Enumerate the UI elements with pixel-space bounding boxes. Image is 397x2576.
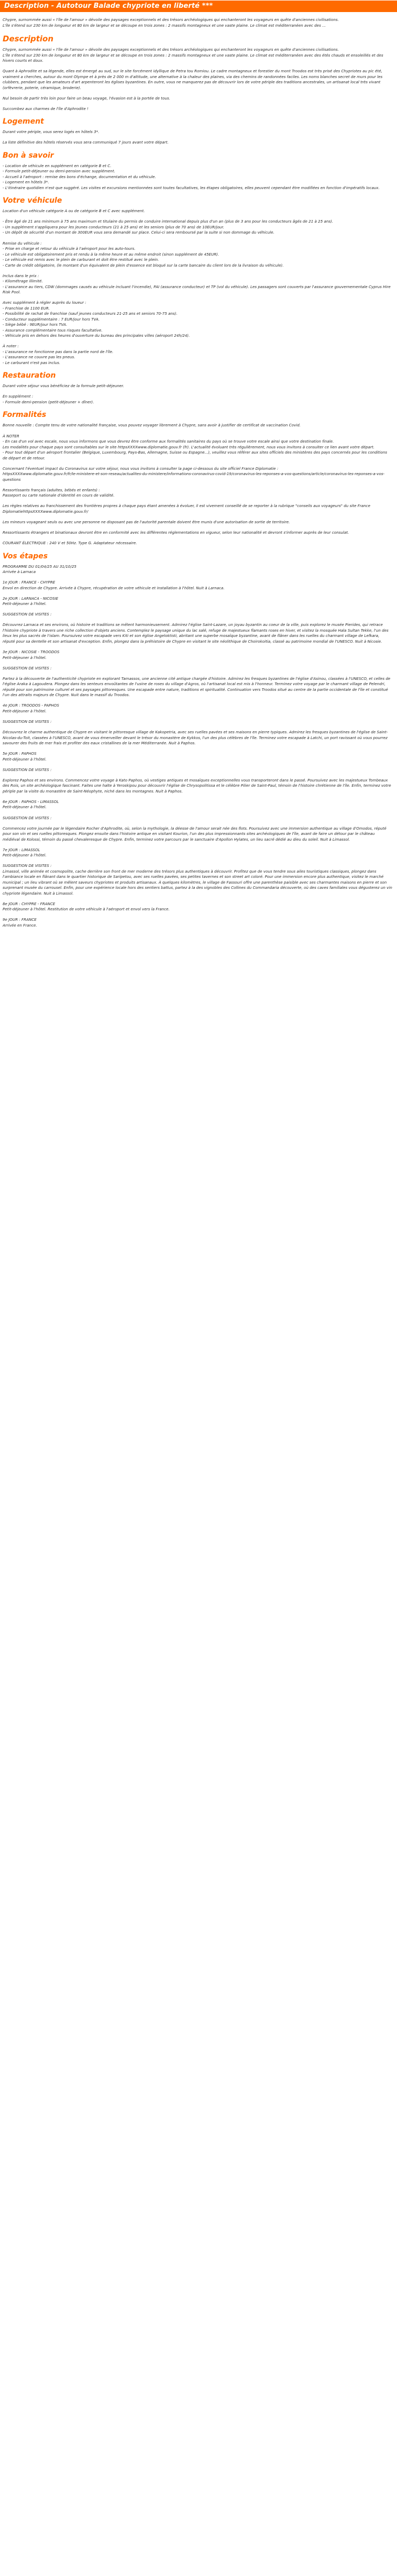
restauration-paragraph: En supplément : - Formule demi-pension (petit-déjeuner + dîner). <box>3 394 94 404</box>
formalites-paragraph: Les mineurs voyageant seuls ou avec une personne ne disposant pas de l'autorité parentale doivent être munis d'une autorisation de sortie de territoire. <box>3 519 290 524</box>
vehicule-paragraph: À noter : - L'assurance ne fonctionne pas dans la partie nord de l'île. - L'assurance ne couvre pas les pneus. - Le carburant n'est pas inclus. <box>3 344 114 365</box>
bon-a-savoir-paragraph: - Location de véhicule en supplément en catégorie B et C. - Formule petit-déjeuner ou demi-pension avec supplément. - Accueil à l'aéroport : remise des bons d'échange, documentation et du véhicule. - Logement en hôtels 3*. - L'itinéraire quotidien n'est que suggéré. Les visites et excursions mentionnées sont toutes facultatives, les étapes obligatoires, elles peuvent cependant être modifiées en fonction d'impératifs locaux. <box>3 163 380 190</box>
formalites-paragraph: Bonne nouvelle : Compte tenu de votre nationalité française, vous pouvez voyager librement à Chypre, sans avoir à justifier de certificat de vaccination Covid. <box>3 423 301 428</box>
itinerary-paragraph: 1e JOUR : FRANCE - CHYPRE Envol en direction de Chypre. Arrivée à Chypre, récupération de votre véhicule et installation à l'hôtel. Nuit à Larnaca. <box>3 580 225 590</box>
itinerary-paragraph: Découvrez le charme authentique de Chypre en visitant le pittoresque village de Kakopetria, avec ses ruelles pavées et ses maisons en pierre typiques. Admirez les fresques byzantines de l'église de Saint-Nicolas-du-Toit, classées à l'UNESCO, avant de vous émerveiller devant le trésor du monastère de Kykkos, l'un des plus célèbres de l'île. Terminez votre escapade à Latchi, un port ravissant où vous pourrez savourer des fruits de mer frais et profiter des eaux cristallines de la mer Méditerranée. Nuit à Paphos. <box>3 730 388 746</box>
formalites-paragraph: Les règles relatives au franchissement des frontières propres à chaque pays étant amenées à évoluer, il est vivement conseillé de se reporter à la rubrique "conseils aux voyageurs" du site France DiplomatiehttpsXXXXwww.diplomatie.gouv.fr/ <box>3 503 370 514</box>
formalites-paragraph: À NOTER - En cas d'un vol avec escale, nous vous informons que vous devrez être conforme aux formalités sanitaires du pays où se trouve votre escale ainsi que votre destination finale. Les modalités pour chaque pays sont consultables sur le site httpsXXXXwww.diplomatie.gouv.fr (fr). L'actualité évoluant très régulièrement, nous vous invitons à consulter ce lien avant votre départ. - Pour tout départ d'un aéroport frontalier (Belgique, Luxembourg, Pays-Bas, Allemagne, Suisse ou Espagne...), veuillez vous référer aux sites officiels des ministères des pays concernés pour les conditions de départ et de retour. <box>3 433 388 460</box>
itinerary-paragraph: SUGGESTION DE VISITES : <box>3 665 52 670</box>
formalites-paragraph: Ressortissants français (adultes, bébés et enfants) : Passeport ou carte nationale d'identité en cours de validité. <box>3 487 115 498</box>
vehicule-paragraph: Inclus dans le prix : - Kilométrage illimité. - L'assurance au tiers, CDW (dommages causés au véhicule incluant l'incendie), PAI (assurance conducteur) et TP (vol du véhicule). Les passagers sont couverts par l'assurance gouvernementale Cyprus Hire Risk Pool. <box>3 273 391 295</box>
description-banner: Description - Autotour Balade chypriote en liberté *** <box>0 1 397 12</box>
description-paragraph: Quant à Aphrodite et sa légende, elles est émergé au sud, sur le site forcément idyllique de Petra tou Romiou. Le cadre montagneux et forestier du mont Troodos est très prisé des Chypriotes au pic été, vraiment a cherches, autour du mont Olympe et à près de 2 000 m d'altitude, une alternative à la chaleur des plaines, via des chemins de randonnées faciles. Les noms blanches secret de murs pour les clubbers, pendant que les amateurs d'art arpenteront les églises byzantines. En outre, vous ne manquerez pas de découvrir lors de votre périple des traditions ancestrales, un artisanat local très vivant (orfèvrerie, poterie, céramique, broderie). <box>3 69 383 90</box>
itinerary-paragraph: 7e JOUR : LIMASSOL Petit-déjeuner à l'hôtel. <box>3 847 47 858</box>
itinerary-paragraph: PROGRAMME DU 01/04/25 AU 31/10/25 Arrivée à Larnaca <box>3 564 76 575</box>
formalites-paragraph: Ressortissants étrangers et binationaux devront être en conformité avec les différentes réglementations en vigueur, selon leur nationalité et devront s'informer auprès de leur consulat. <box>3 530 349 535</box>
intro-text: Chypre, surnommée aussi « l'île de l'amour » dévoile des paysages exceptionnels et des trésors archéologiques qui enchanteront les voyageurs en quête d'anciennes civilisations. L'île s'étend sur 230 km de longueur et 80 km de largeur et se découpe en trois zones : 2 massifs montagneux et une vaste plaine. Le climat est méditerranéen avec des ... <box>3 17 339 28</box>
itinerary-paragraph: SUGGESTION DE VISITES : <box>3 767 52 772</box>
itinerary-paragraph: 4e JOUR : TROODOS - PAPHOS Petit-déjeuner à l'hôtel. <box>3 703 59 713</box>
itinerary-paragraph: 3e JOUR : NICOSIE - TROODOS Petit-déjeuner à l'hôtel. <box>3 649 60 660</box>
description-paragraph: Chypre, surnommée aussi « l'île de l'amour » dévoile des paysages exceptionnels et des trésors archéologiques qui enchanteront les voyageurs en quête d'anciennes civilisations. L'île s'étend sur 230 km de longueur et 80 km de largeur et se découpe en trois zones : 2 massifs montagneux et une vaste plaine. Le climat est méditerranéen avec des étés chauds et ensoleillés et des hivers courts et doux. <box>3 47 383 63</box>
itinerary-paragraph: 6e JOUR : PAPHOS - LIMASSOL Petit-déjeuner à l'hôtel. <box>3 799 59 810</box>
itinerary-paragraph: Découvrez Larnaca et ses environs, où histoire et traditions se mêlent harmonieusement. Admirez l'église Saint-Lazare, un joyau byzantin au coeur de la ville, puis explorez le musée Pierides, qui retrace l'histoire chypriote à travers une riche collection d'objets anciens. Contemplez le paysage unique du lac salé, refuge de majestueux flamants roses en hiver, et visitez la mosquée Hala Sultan Tekke, l'un des lieux les plus sacrés de l'islam. Poursuivez votre escapade vers Kiti et son église Angeloktisti, abritant une superbe mosaïque byzantine, avant de flâner dans les ruelles du charmant village de Lefkara, réputé pour sa dentelle et son artisanat d'exception. Enfin, plongez dans la préhistoire de Chypre en visitant le site néolithique de Choirokoitia, classé au patrimoine mondial de l'UNESCO. Nuit à Nicosie. <box>3 622 389 644</box>
section-title-vehicule: Votre véhicule <box>3 196 62 205</box>
vehicule-paragraph: Avec supplément à régler auprès du loueur : - Franchise de 1100 EUR. - Possibilité de rachat de franchise (sauf jeunes conducteurs 21-25 ans et seniors 70-75 ans). - Conducteur supplémentaire : 7 EUR/jour hors TVA. - Siège bébé : 9EUR/jour hors TVA. - Assurance complémentaire tous risques facultative. - Véhicule pris en dehors des heures d'ouverture du bureau des principales villes (aéroport 24h/24). <box>3 300 190 338</box>
section-title-bon-a-savoir: Bon à savoir <box>3 151 54 160</box>
itinerary-paragraph: 9e JOUR : FRANCE Arrivée en France. <box>3 917 37 928</box>
itinerary-paragraph: 2e JOUR : LARNACA - NICOSIE Petit-déjeuner à l'hôtel. <box>3 596 59 607</box>
vehicule-paragraph: - Être âgé de 21 ans minimum à 75 ans maximum et titulaire du permis de conduire international depuis plus d'un an (plus de 3 ans pour les conducteurs âgés de 21 à 25 ans). - Un supplément s'appliquera pour les jeunes conducteurs (21 à 25 ans) et les seniors (plus de 70 ans) de 10EUR/jour. - Un dépôt de sécurité d'un montant de 300EUR vous sera demandé sur place. Celui-ci sera remboursé par la suite si non dommage du véhicule. <box>3 219 334 235</box>
itinerary <box>2 564 395 929</box>
description-paragraph: Nul besoin de partir très loin pour faire un beau voyage, l'évasion est à la portée de tous. <box>3 95 170 101</box>
itinerary-paragraph: 5e JOUR : PAPHOS Petit-déjeuner à l'hôtel. <box>3 751 47 762</box>
logement-paragraph: La liste définitive des hôtels réservés vous sera communiqué 7 jours avant votre départ. <box>3 140 169 145</box>
section-title-restauration: Restauration <box>3 371 56 380</box>
section-title-logement: Logement <box>3 117 44 126</box>
itinerary-paragraph: SUGGESTION DE VISITES : <box>3 815 52 820</box>
itinerary-paragraph: SUGGESTION DE VISITES : <box>3 612 52 617</box>
page <box>0 1 397 937</box>
itinerary-paragraph: SUGGESTION DE VISITES : <box>3 719 52 724</box>
section-title-etapes: Vos étapes <box>3 552 48 560</box>
logement-paragraph: Durant votre périple, vous serez logés en hôtels 3*. <box>3 129 100 135</box>
vehicule-paragraph: Location d'un véhicule catégorie A ou de catégorie B et C avec supplément. <box>3 208 145 214</box>
restauration-paragraph: Durant votre séjour vous bénéficiez de la formule petit-déjeuner. <box>3 383 124 389</box>
itinerary-paragraph: Partez à la découverte de l'authenticité chypriote en explorant Tamassos, une ancienne cité antique chargée d'histoire. Admirez les fresques byzantines de l'église d'Asinou, classées à l'UNESCO, et celles de l'église Araka à Lagoudera. Plongez dans les senteurs envoûtantes de l'usine de roses du village d'Agros, où l'artisanat local est mis à l'honneur. Terminez votre voyage par le charmant village de Pelendri, réputé pour son patrimoine culturel et ses paysages pittoresques. Une escapade entre nature, traditions et spiritualité. Continuation vers Troodos situé au centre de la partie occidentale de l'île et constitué l'un des attraits majeurs de Chypre. Nuit dans le massif du Troodos. <box>3 676 391 698</box>
itinerary-paragraph: 8e JOUR : CHYPRE - FRANCE Petit-déjeuner à l'hôtel. Restitution de votre véhicule à l'aéroport et envol vers la France. <box>3 901 170 912</box>
itinerary-paragraph: Commencez votre journée par le légendaire Rocher d'Aphrodite, où, selon la mythologie, la déesse de l'amour serait née des flots. Poursuivez avec une immersion authentique au village d'Omodos, réputé pour son vin et ses ruelles pittoresques. Plongez ensuite dans l'histoire antique en visitant Kourion, l'un des plus impressionnants sites archéologiques de l'île, avant de faire un détour par le château médiéval de Kolossi, témoin du passé chevaleresque de Chypre. Enfin, terminez votre parcours par le sanctuaire d'Apollon Hylates, un lieu sacré dédié au dieu du soleil. Nuit à Limassol. <box>3 825 387 842</box>
formalites-paragraph: COURANT ÉLECTRIQUE : 240 V et 50Hz. Type G. Adaptateur nécessaire. <box>3 541 137 546</box>
vehicule-paragraph: Remise du véhicule : - Prise en charge et retour du véhicule à l'aéroport pour les auto-tours. - Le véhicule est obligatoirement pris et rendu à la même heure et au même endroit (sinon supplément de 45EUR). - Le véhicule est remis avec le plein de carburant et doit être restitué avec le plein. - Carte de crédit obligatoire, (le montant d'un équivalent de plein d'essence est bloqué sur la carte bancaire du client lors de la livraison du véhicule). <box>3 240 284 268</box>
itinerary-paragraph: SUGGESTION DE VISITES : Limassol, ville animée et cosmopolite, cache derrière son front de mer moderne des trésors plus authentiques à découvrir. Profitez que de vous tendre sous ailes touristiques classiques, plongez dans l'ambiance locale en flânant dans le quartier historique de Saripetou, avec ses ruelles pavées, ses petites tavernes et son street art coloré. Pour une immersion encore plus authentique, visitez le marché municipal ; un lieu vibrant où se mêlent saveurs chypriotes et produits artisanaux. À quelques kilomètres, le village de Fassouri offre une parenthèse paisible avec ses charmantes maisons en pierre et son surprenant musée du carrousel. Enfin, pour une expérience locale hors des sentiers battus, partez à la des vignobles des Collines du Commandaria découverte, où des caves familiales vous dégusterez un vin chypriote légendaire. Nuit à Limassol. <box>3 863 392 896</box>
itinerary-paragraph: Explorez Paphos et ses environs. Commencez votre voyage à Kato Paphos, où vestiges antiques et mosaïques exceptionnelles vous transporteront dans le passé. Poursuivez avec les majestueux Tombeaux des Rois, un site archéologique fascinant. Faites une halte à Yeroskipou pour découvrir l'église de Chrysopolitissa et le célèbre Pilier de Saint-Paul, témoin de l'histoire chrétienne de l'île. Enfin, terminez votre périple par la visite du monastère de Saint-Néophyte, niché dans les montagnes. Nuit à Paphos. <box>3 777 391 794</box>
section-title-formalites: Formalités <box>3 411 47 420</box>
formalites-paragraph: Concernant l'éventuel impact du Coronavirus sur votre séjour, nous vous invitons à consulter la page ci-dessous du site officiel France Diplomatie : httpsXXXXwww.diplomatie.gouv.fr/fr/le-ministere-et-son-reseau/actualites-du-ministere/informations-coronavirus-covid-19/coronavirus-les-reponses-a-vos-questions/article/coronavirus-les-reponses-a-vos-questions <box>3 466 385 482</box>
description-paragraph: Succombez aux charmes de l'île d'Aphrodite ! <box>3 106 89 111</box>
section-title-description: Description <box>3 34 54 43</box>
